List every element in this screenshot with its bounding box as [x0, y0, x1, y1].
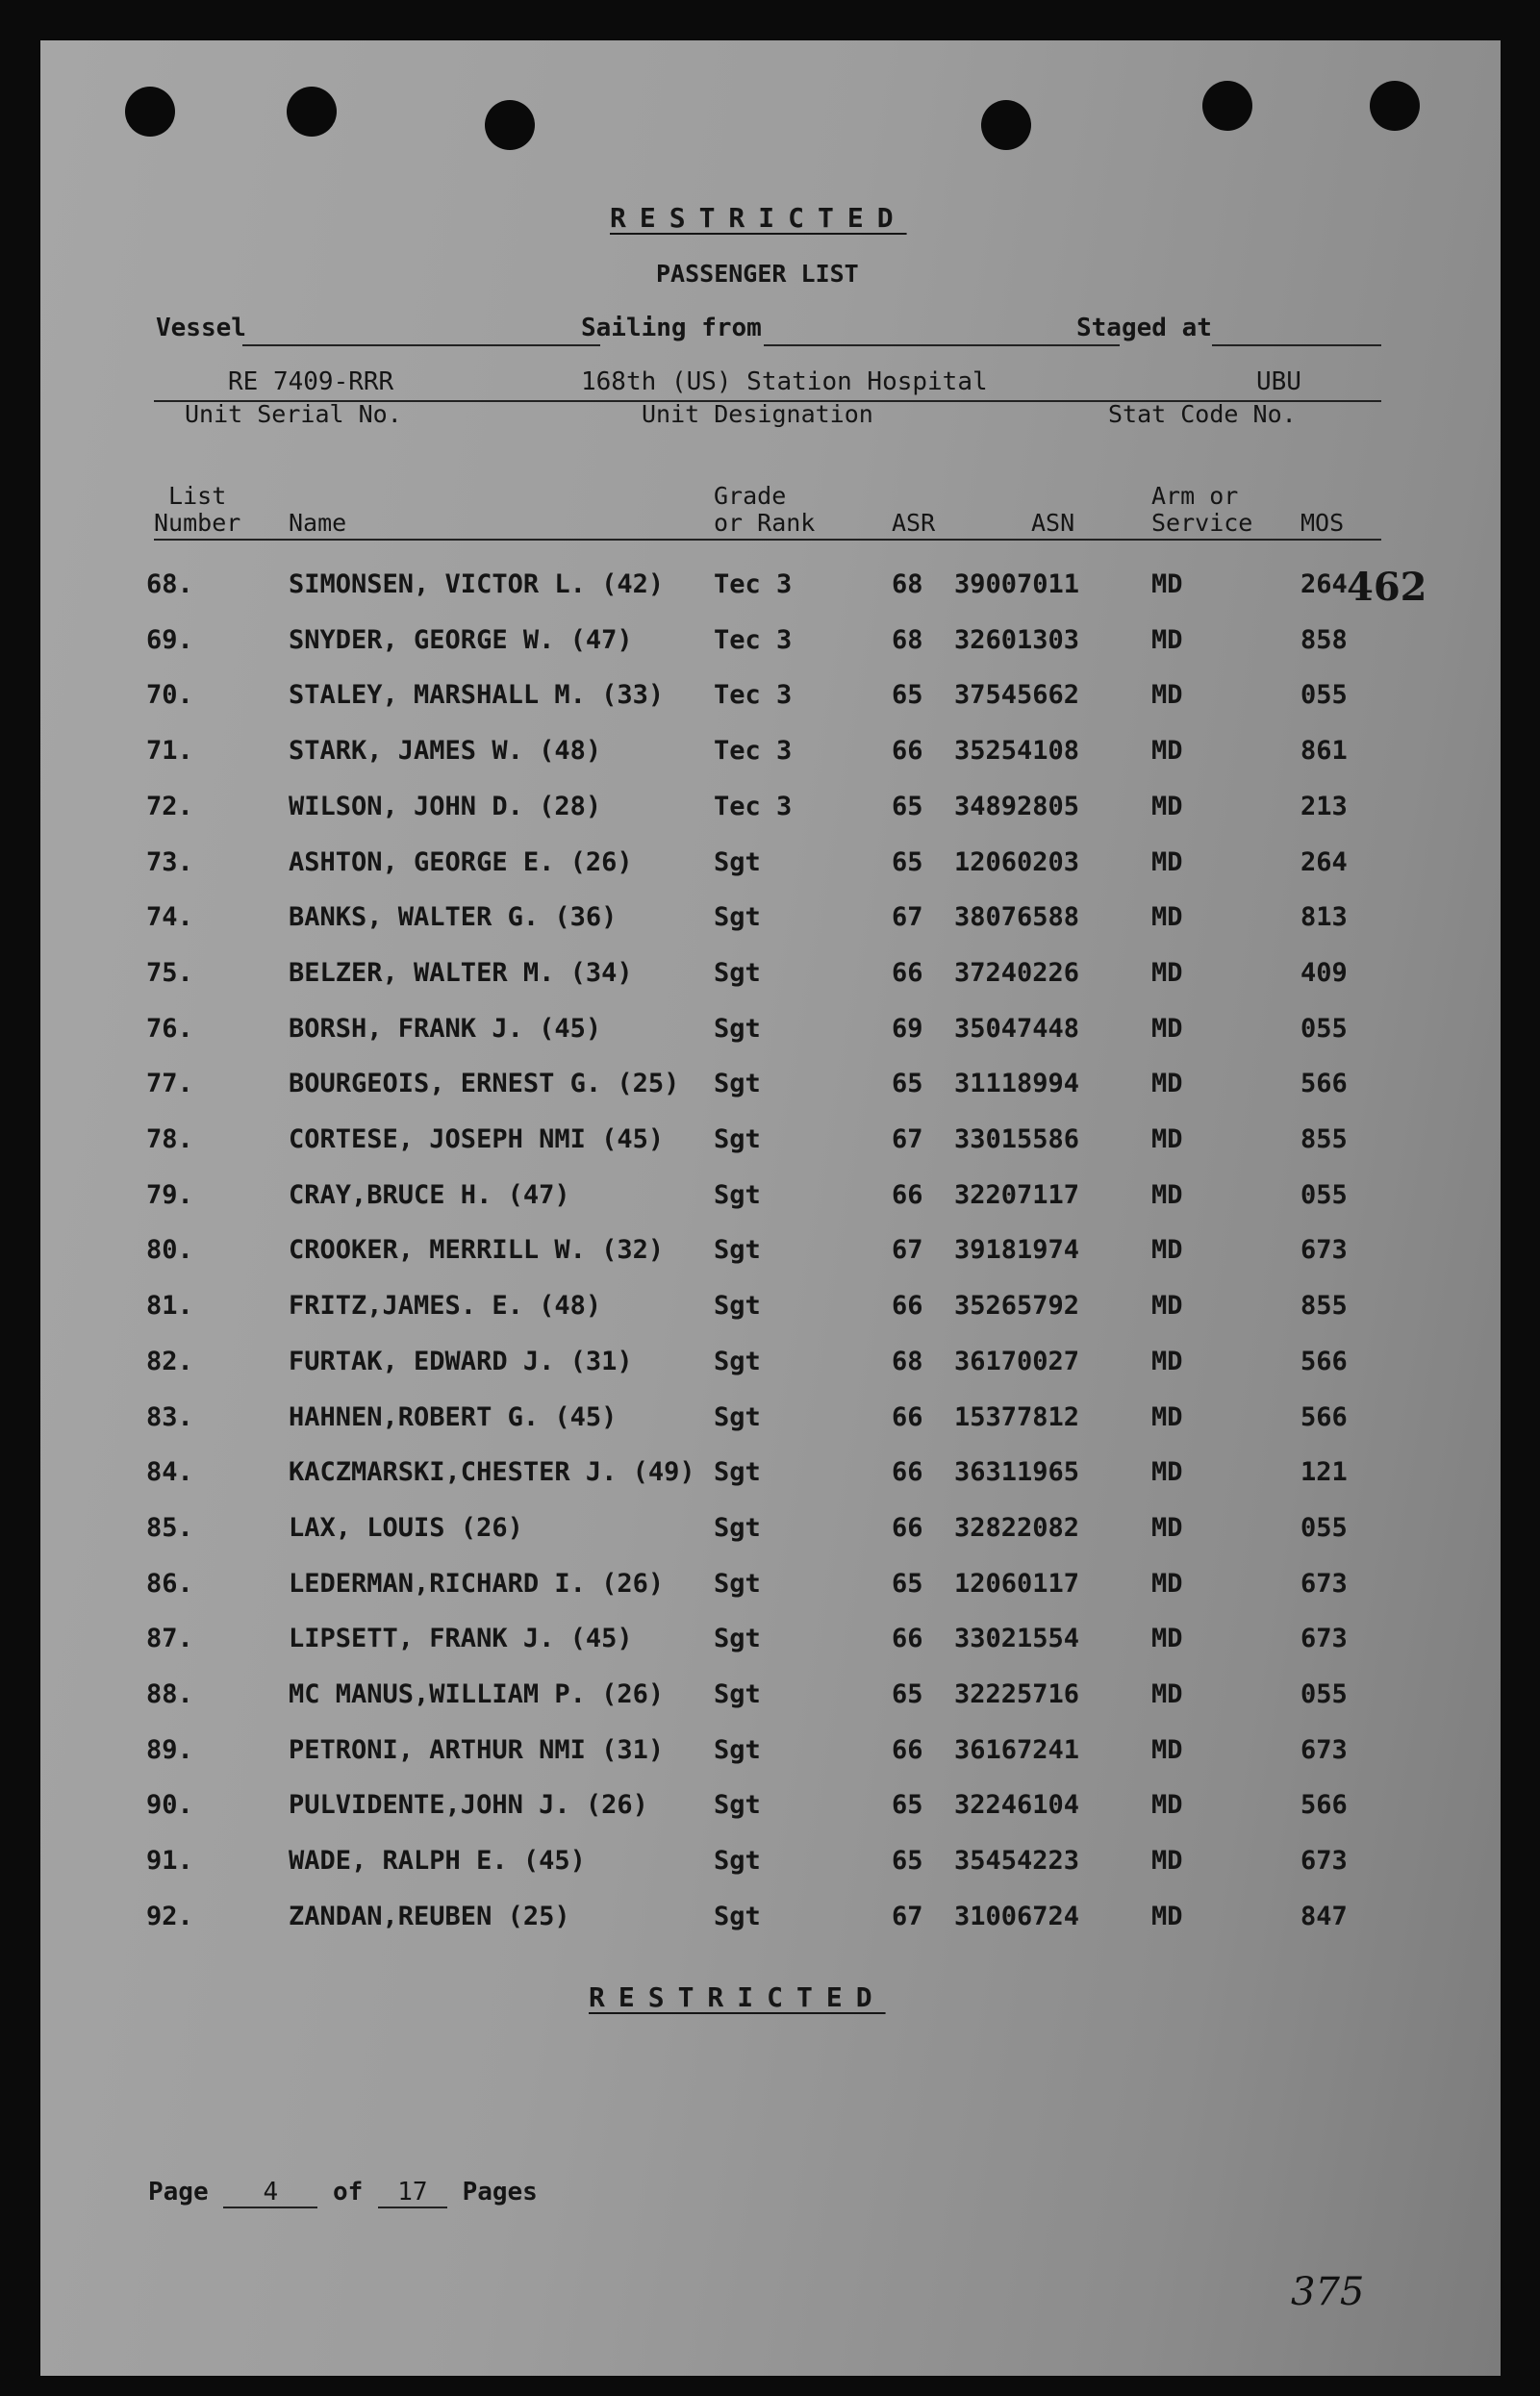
grade-cell: Sgt: [714, 1512, 761, 1543]
table-row: [40, 792, 1501, 830]
mos-cell: 813: [1300, 902, 1348, 933]
table-row: [40, 1069, 1501, 1107]
mos-cell: 855: [1300, 1124, 1348, 1154]
mos-cell: 673: [1300, 1624, 1348, 1654]
list-number-cell: 89.: [146, 1734, 193, 1765]
passenger-name-cell: ZANDAN,REUBEN (25): [289, 1901, 570, 1931]
passenger-name-cell: PETRONI, ARTHUR NMI (31): [289, 1734, 665, 1765]
passenger-name-cell: ASHTON, GEORGE E. (26): [289, 846, 633, 877]
table-row: [40, 1124, 1501, 1163]
list-number-cell: 86.: [146, 1568, 193, 1599]
restricted-header: RESTRICTED: [610, 202, 907, 234]
col-list-number-header: List Number: [154, 482, 241, 537]
asr-cell: 65: [892, 791, 923, 821]
list-number-cell: 79.: [146, 1179, 193, 1210]
asr-cell: 65: [892, 680, 923, 711]
passenger-name-cell: CRAY,BRUCE H. (47): [289, 1179, 570, 1210]
asr-cell: 66: [892, 736, 923, 767]
mos-cell: 673: [1300, 1568, 1348, 1599]
mos-cell: 566: [1300, 1346, 1348, 1376]
sailing-from-label: Sailing from: [581, 314, 762, 342]
table-row: [40, 736, 1501, 774]
table-row: [40, 625, 1501, 664]
mos-cell: 264: [1300, 569, 1348, 599]
arm-service-cell: MD: [1151, 1235, 1183, 1266]
mos-cell: 055: [1300, 1179, 1348, 1210]
list-number-cell: 69.: [146, 624, 193, 655]
passenger-name-cell: PULVIDENTE,JOHN J. (26): [289, 1790, 648, 1821]
table-row: [40, 958, 1501, 996]
passenger-name-cell: SIMONSEN, VICTOR L. (42): [289, 569, 665, 599]
grade-cell: Sgt: [714, 957, 761, 988]
asn-cell: 36167241: [954, 1734, 1080, 1765]
passenger-name-cell: BANKS, WALTER G. (36): [289, 902, 618, 933]
list-number-cell: 92.: [146, 1901, 193, 1931]
mos-cell: 055: [1300, 1679, 1348, 1709]
grade-cell: Sgt: [714, 1457, 761, 1488]
asn-cell: 33015586: [954, 1124, 1080, 1154]
stamp-number: 462: [1347, 565, 1427, 610]
list-number-cell: 71.: [146, 736, 193, 767]
mos-cell: 566: [1300, 1790, 1348, 1821]
passenger-name-cell: LEDERMAN,RICHARD I. (26): [289, 1568, 665, 1599]
restricted-footer: RESTRICTED: [589, 1981, 886, 2013]
list-number-cell: 70.: [146, 680, 193, 711]
mos-cell: 409: [1300, 957, 1348, 988]
table-row: [40, 1790, 1501, 1829]
table-row: [40, 1735, 1501, 1774]
asr-cell: 68: [892, 624, 923, 655]
grade-cell: Sgt: [714, 1291, 761, 1322]
grade-cell: Tec 3: [714, 680, 793, 711]
grade-cell: Sgt: [714, 1568, 761, 1599]
arm-service-cell: MD: [1151, 902, 1183, 933]
list-number-cell: 75.: [146, 957, 193, 988]
stat-code-label: Stat Code No.: [1108, 400, 1297, 428]
asn-cell: 38076588: [954, 902, 1080, 933]
table-row: [40, 1180, 1501, 1219]
asn-cell: 35047448: [954, 1013, 1080, 1044]
asr-cell: 67: [892, 1901, 923, 1931]
arm-service-cell: MD: [1151, 791, 1183, 821]
mos-cell: 673: [1300, 1734, 1348, 1765]
table-row: [40, 1902, 1501, 1940]
arm-service-cell: MD: [1151, 1679, 1183, 1709]
asr-cell: 67: [892, 902, 923, 933]
col-mos-header: MOS: [1300, 509, 1345, 537]
col-name-header: Name: [289, 509, 347, 537]
asn-cell: 31006724: [954, 1901, 1080, 1931]
list-number-cell: 77.: [146, 1069, 193, 1099]
col-arm-header: Arm or Service: [1151, 482, 1253, 537]
arm-service-cell: MD: [1151, 1457, 1183, 1488]
list-number-cell: 68.: [146, 569, 193, 599]
of-label: of: [332, 2178, 364, 2207]
unit-serial-label: Unit Serial No.: [185, 400, 402, 428]
mos-cell: 121: [1300, 1457, 1348, 1488]
arm-service-cell: MD: [1151, 624, 1183, 655]
page-label: Page: [148, 2178, 209, 2207]
asn-cell: 12060117: [954, 1568, 1080, 1599]
col-grade-header: Grade or Rank: [714, 482, 816, 537]
asr-cell: 66: [892, 1512, 923, 1543]
asr-cell: 65: [892, 1568, 923, 1599]
asr-cell: 66: [892, 1624, 923, 1654]
document-page: [40, 40, 1501, 2376]
arm-service-cell: MD: [1151, 1346, 1183, 1376]
stat-code-value: UBU: [1256, 367, 1301, 396]
asn-cell: 15377812: [954, 1401, 1080, 1432]
arm-service-cell: MD: [1151, 1179, 1183, 1210]
table-row: [40, 1291, 1501, 1329]
asn-cell: 39007011: [954, 569, 1080, 599]
list-number-cell: 80.: [146, 1235, 193, 1266]
asr-cell: 66: [892, 1457, 923, 1488]
asr-cell: 65: [892, 846, 923, 877]
table-row: [40, 569, 1501, 608]
mos-cell: 055: [1300, 1512, 1348, 1543]
unit-designation-value: 168th (US) Station Hospital: [581, 367, 988, 396]
passenger-name-cell: SNYDER, GEORGE W. (47): [289, 624, 633, 655]
asr-cell: 65: [892, 1846, 923, 1877]
passenger-name-cell: MC MANUS,WILLIAM P. (26): [289, 1679, 665, 1709]
grade-cell: Sgt: [714, 1235, 761, 1266]
grade-cell: Tec 3: [714, 624, 793, 655]
arm-service-cell: MD: [1151, 1512, 1183, 1543]
asr-cell: 66: [892, 1734, 923, 1765]
asr-cell: 66: [892, 1291, 923, 1322]
list-number-cell: 72.: [146, 791, 193, 821]
asr-cell: 69: [892, 1013, 923, 1044]
arm-service-cell: MD: [1151, 1124, 1183, 1154]
arm-service-cell: MD: [1151, 1401, 1183, 1432]
table-row: [40, 1513, 1501, 1551]
unit-serial-value: RE 7409-RRR: [228, 367, 394, 396]
arm-service-cell: MD: [1151, 846, 1183, 877]
table-row: [40, 902, 1501, 941]
mos-cell: 055: [1300, 680, 1348, 711]
list-number-cell: 87.: [146, 1624, 193, 1654]
passenger-name-cell: CORTESE, JOSEPH NMI (45): [289, 1124, 665, 1154]
col-asr-header: ASR: [892, 509, 936, 537]
passenger-name-cell: CROOKER, MERRILL W. (32): [289, 1235, 665, 1266]
asr-cell: 67: [892, 1124, 923, 1154]
mos-cell: 855: [1300, 1291, 1348, 1322]
grade-cell: Sgt: [714, 1124, 761, 1154]
mos-cell: 264: [1300, 846, 1348, 877]
asn-cell: 32822082: [954, 1512, 1080, 1543]
asn-cell: 36170027: [954, 1346, 1080, 1376]
grade-cell: Sgt: [714, 902, 761, 933]
asr-cell: 66: [892, 1179, 923, 1210]
arm-service-cell: MD: [1151, 1568, 1183, 1599]
grade-cell: Sgt: [714, 1179, 761, 1210]
arm-service-cell: MD: [1151, 957, 1183, 988]
table-row: [40, 1402, 1501, 1441]
arm-service-cell: MD: [1151, 1624, 1183, 1654]
passenger-table: [40, 40, 1501, 2376]
asn-cell: 12060203: [954, 846, 1080, 877]
staged-at-label: Staged at: [1076, 314, 1212, 342]
mos-cell: 213: [1300, 791, 1348, 821]
vessel-label: Vessel: [156, 314, 246, 342]
mos-cell: 673: [1300, 1846, 1348, 1877]
asr-cell: 68: [892, 1346, 923, 1376]
mos-cell: 847: [1300, 1901, 1348, 1931]
mos-cell: 566: [1300, 1069, 1348, 1099]
table-row: [40, 1569, 1501, 1607]
passenger-name-cell: FRITZ,JAMES. E. (48): [289, 1291, 602, 1322]
table-row: [40, 680, 1501, 719]
asr-cell: 65: [892, 1790, 923, 1821]
page-total: 17: [378, 2178, 447, 2208]
grade-cell: Sgt: [714, 1401, 761, 1432]
col-asn-header: ASN: [1031, 509, 1075, 537]
list-number-cell: 85.: [146, 1512, 193, 1543]
asr-cell: 67: [892, 1235, 923, 1266]
asn-cell: 33021554: [954, 1624, 1080, 1654]
grade-cell: Tec 3: [714, 569, 793, 599]
mos-cell: 673: [1300, 1235, 1348, 1266]
table-row: [40, 1457, 1501, 1496]
asr-cell: 65: [892, 1069, 923, 1099]
asn-cell: 37545662: [954, 680, 1080, 711]
asr-cell: 66: [892, 957, 923, 988]
grade-cell: Sgt: [714, 1069, 761, 1099]
asr-cell: 65: [892, 1679, 923, 1709]
passenger-name-cell: WADE, RALPH E. (45): [289, 1846, 586, 1877]
grade-cell: Tec 3: [714, 791, 793, 821]
grade-cell: Sgt: [714, 1624, 761, 1654]
asn-cell: 39181974: [954, 1235, 1080, 1266]
passenger-name-cell: LAX, LOUIS (26): [289, 1512, 523, 1543]
list-number-cell: 76.: [146, 1013, 193, 1044]
handwritten-number: 375: [1291, 2270, 1365, 2314]
passenger-name-cell: WILSON, JOHN D. (28): [289, 791, 602, 821]
asn-cell: 36311965: [954, 1457, 1080, 1488]
list-number-cell: 90.: [146, 1790, 193, 1821]
table-row: [40, 847, 1501, 886]
asn-cell: 31118994: [954, 1069, 1080, 1099]
asn-cell: 34892805: [954, 791, 1080, 821]
asr-cell: 66: [892, 1401, 923, 1432]
list-number-cell: 91.: [146, 1846, 193, 1877]
list-number-cell: 82.: [146, 1346, 193, 1376]
asn-cell: 37240226: [954, 957, 1080, 988]
passenger-name-cell: STALEY, MARSHALL M. (33): [289, 680, 665, 711]
arm-service-cell: MD: [1151, 1790, 1183, 1821]
passenger-name-cell: FURTAK, EDWARD J. (31): [289, 1346, 633, 1376]
mos-cell: 861: [1300, 736, 1348, 767]
grade-cell: Sgt: [714, 1790, 761, 1821]
asn-cell: 32246104: [954, 1790, 1080, 1821]
list-number-cell: 83.: [146, 1401, 193, 1432]
asn-cell: 35265792: [954, 1291, 1080, 1322]
asn-cell: 32225716: [954, 1679, 1080, 1709]
list-number-cell: 74.: [146, 902, 193, 933]
grade-cell: Sgt: [714, 1013, 761, 1044]
passenger-name-cell: BOURGEOIS, ERNEST G. (25): [289, 1069, 680, 1099]
page-number: 4: [223, 2178, 317, 2208]
table-row: [40, 1846, 1501, 1884]
table-row: [40, 1679, 1501, 1718]
passenger-name-cell: HAHNEN,ROBERT G. (45): [289, 1401, 618, 1432]
mos-cell: 055: [1300, 1013, 1348, 1044]
passenger-name-cell: STARK, JAMES W. (48): [289, 736, 602, 767]
arm-service-cell: MD: [1151, 1069, 1183, 1099]
arm-service-cell: MD: [1151, 1291, 1183, 1322]
passenger-name-cell: KACZMARSKI,CHESTER J. (49): [289, 1457, 695, 1488]
arm-service-cell: MD: [1151, 1734, 1183, 1765]
grade-cell: Sgt: [714, 1846, 761, 1877]
list-number-cell: 84.: [146, 1457, 193, 1488]
table-row: [40, 1347, 1501, 1385]
asr-cell: 68: [892, 569, 923, 599]
table-row: [40, 1014, 1501, 1052]
unit-designation-label: Unit Designation: [642, 400, 873, 428]
passenger-name-cell: BORSH, FRANK J. (45): [289, 1013, 602, 1044]
arm-service-cell: MD: [1151, 680, 1183, 711]
arm-service-cell: MD: [1151, 1901, 1183, 1931]
grade-cell: Sgt: [714, 1346, 761, 1376]
table-row: [40, 1624, 1501, 1662]
asn-cell: 35454223: [954, 1846, 1080, 1877]
list-number-cell: 78.: [146, 1124, 193, 1154]
asn-cell: 32601303: [954, 624, 1080, 655]
page-count: [148, 2178, 538, 2208]
asn-cell: 35254108: [954, 736, 1080, 767]
arm-service-cell: MD: [1151, 1013, 1183, 1044]
asn-cell: 32207117: [954, 1179, 1080, 1210]
grade-cell: Sgt: [714, 1901, 761, 1931]
pages-label: Pages: [462, 2178, 538, 2207]
grade-cell: Sgt: [714, 846, 761, 877]
grade-cell: Sgt: [714, 1734, 761, 1765]
table-row: [40, 1235, 1501, 1274]
list-number-cell: 88.: [146, 1679, 193, 1709]
mos-cell: 858: [1300, 624, 1348, 655]
arm-service-cell: MD: [1151, 736, 1183, 767]
passenger-name-cell: BELZER, WALTER M. (34): [289, 957, 633, 988]
list-number-cell: 73.: [146, 846, 193, 877]
arm-service-cell: MD: [1151, 1846, 1183, 1877]
document-title: PASSENGER LIST: [656, 260, 859, 288]
grade-cell: Sgt: [714, 1679, 761, 1709]
arm-service-cell: MD: [1151, 569, 1183, 599]
list-number-cell: 81.: [146, 1291, 193, 1322]
passenger-name-cell: LIPSETT, FRANK J. (45): [289, 1624, 633, 1654]
mos-cell: 566: [1300, 1401, 1348, 1432]
grade-cell: Tec 3: [714, 736, 793, 767]
